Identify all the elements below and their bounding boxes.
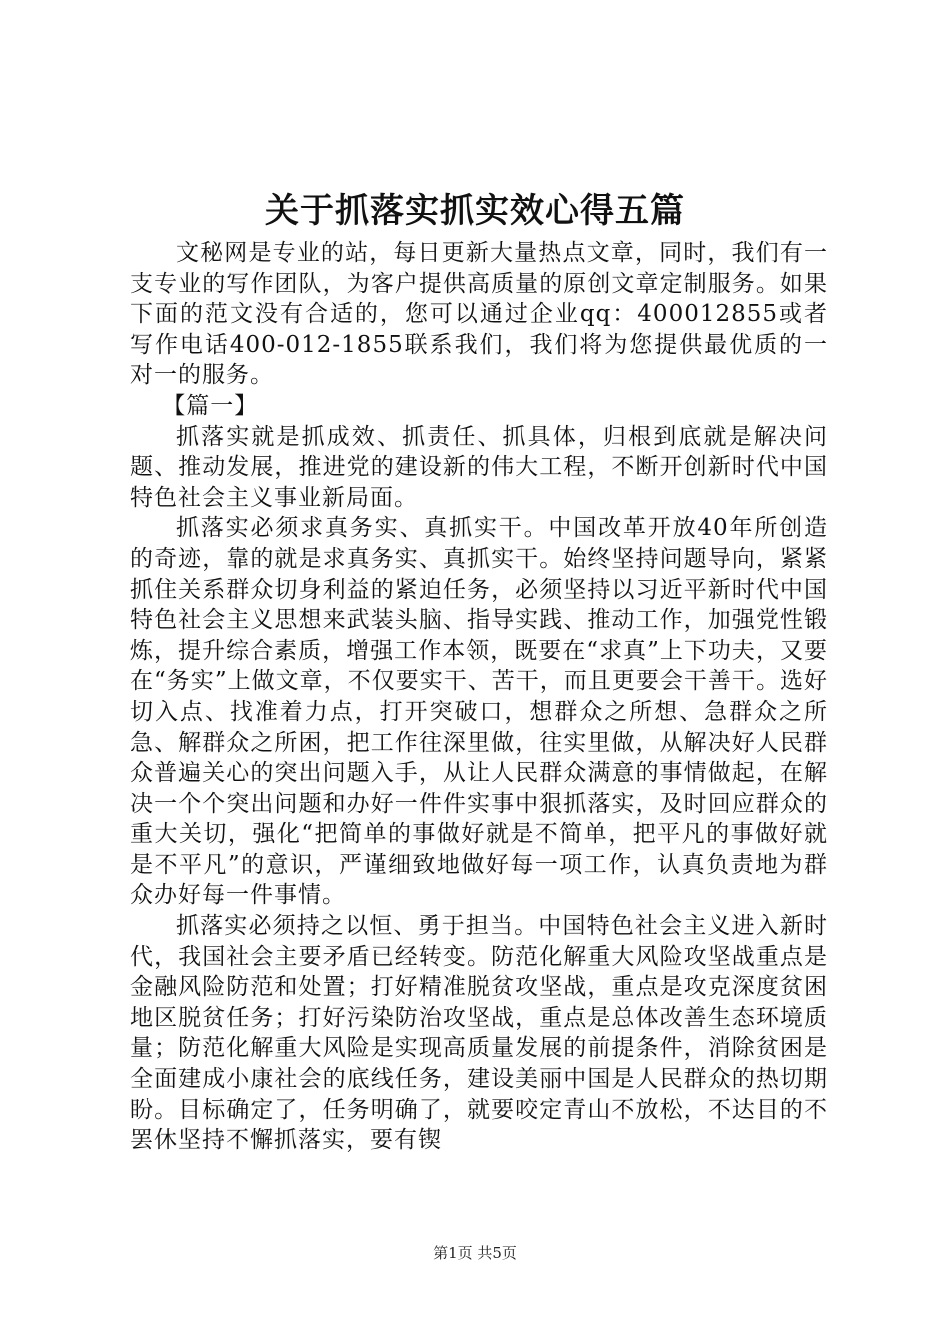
intro-paragraph: 文秘网是专业的站，每日更新大量热点文章，同时，我们有一支专业的写作团队，为客户提供高质量的原创文章定制服务。如果下面的范文没有合适的，您可以通过企业qq：400012855或者写作电话400-012-1855联系我们，我们将为您提供最优质的一对一的服务。 <box>130 240 828 389</box>
document-title: 关于抓落实抓实效心得五篇 <box>265 191 685 231</box>
page-number-footer: 第1页 共5页 <box>433 1244 517 1262</box>
body-paragraph: 抓落实必须求真务实、真抓实干。中国改革开放40年所创造的奇迹，靠的就是求真务实、真抓实干。始终坚持问题导向，紧紧抓住关系群众切身利益的紧迫任务，必须坚持以习近平新时代中国特色社会主义思想来武装头脑、指导实践、推动工作，加强党性锻炼，提升综合素质，增强工作本领，既要在“求真”上下功夫，又要在“务实”上做文章，不仅要实干、苦干，而且更要会干善干。选好切入点、找准着力点，打开突破口，想群众之所想、急群众之所急、解群众之所困，把工作往深里做，往实里做，从解决好人民群众普遍关心的突出问题入手，从让人民群众满意的事情做起，在解决一个个突出问题和办好一件件实事中狠抓落实，及时回应群众的重大关切，强化“把简单的事做好就是不简单，把平凡的事做好就是不平凡”的意识，严谨细致地做好每一项工作，认真负责地为群众办好每一件事情。 <box>130 515 828 909</box>
document-body <box>130 238 828 1156</box>
section-heading: 【篇一】 <box>162 392 259 419</box>
body-paragraph: 抓落实必须持之以恒、勇于担当。中国特色社会主义进入新时代，我国社会主要矛盾已经转变。防范化解重大风险攻坚战重点是金融风险防范和处置；打好精准脱贫攻坚战，重点是攻克深度贫困地区脱贫任务；打好污染防治攻坚战，重点是总体改善生态环境质量；防范化解重大风险是实现高质量发展的前提条件，消除贫困是全面建成小康社会的底线任务，建设美丽中国是人民群众的热切期盼。目标确定了，任务明确了，就要咬定青山不放松，不达目的不罢休坚持不懈抓落实，要有锲 <box>130 913 828 1154</box>
body-paragraph: 抓落实就是抓成效、抓责任、抓具体，归根到底就是解决问题、推动发展，推进党的建设新的伟大工程，不断开创新时代中国特色社会主义事业新局面。 <box>130 423 828 511</box>
